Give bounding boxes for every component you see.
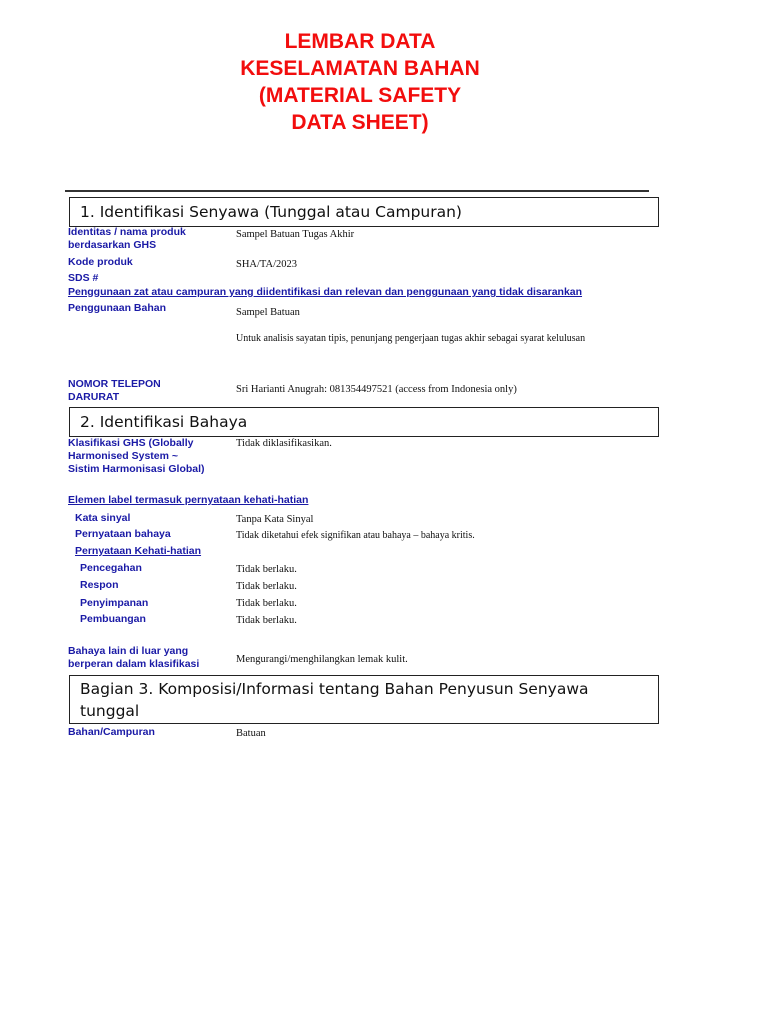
section-1-heading-text: 1. Identifikasi Senyawa (Tunggal atau Campuran) bbox=[80, 203, 462, 221]
emergency-label-line-1: NOMOR TELEPON bbox=[68, 378, 161, 390]
substance-label: Bahan/Campuran bbox=[68, 726, 155, 738]
identity-label-line-2: berdasarkan GHS bbox=[68, 239, 157, 251]
material-use-label: Penggunaan Bahan bbox=[68, 302, 167, 314]
title-line-3: (MATERIAL SAFETY bbox=[258, 84, 462, 107]
product-code-value: SHA/TA/2023 bbox=[236, 259, 297, 270]
section-3-heading bbox=[69, 675, 659, 724]
disposal-value: Tidak berlaku. bbox=[236, 615, 297, 626]
response-label: Respon bbox=[80, 579, 119, 591]
signal-word-value: Tanpa Kata Sinyal bbox=[236, 514, 314, 525]
other-hazards-label bbox=[68, 645, 199, 671]
disposal-label: Pembuangan bbox=[80, 613, 146, 625]
section-2-heading bbox=[69, 407, 659, 437]
other-hazards-value: Mengurangi/menghilangkan lemak kulit. bbox=[236, 654, 408, 665]
product-code-label: Kode produk bbox=[68, 256, 133, 268]
ghs-label-line-2: Harmonised System ~ bbox=[68, 450, 179, 462]
ghs-classification-label bbox=[68, 437, 205, 476]
emergency-phone-value: Sri Harianti Anugrah: 081354497521 (access from Indonesia only) bbox=[236, 384, 517, 395]
title-line-2: KESELAMATAN BAHAN bbox=[240, 57, 480, 80]
ghs-classification-value: Tidak diklasifikasikan. bbox=[236, 438, 332, 449]
hazard-statement-value: Tidak diketahui efek signifikan atau bahaya – bahaya kritis. bbox=[236, 530, 475, 541]
identity-value: Sampel Batuan Tugas Akhir bbox=[236, 229, 355, 240]
other-hazards-label-line-1: Bahaya lain di luar yang bbox=[68, 645, 189, 657]
precaution-link[interactable]: Pernyataan Kehati-hatian bbox=[75, 545, 202, 557]
substance-value: Batuan bbox=[236, 728, 266, 739]
title-divider bbox=[65, 190, 649, 192]
hazard-statement-label: Pernyataan bahaya bbox=[75, 528, 171, 540]
usage-link[interactable]: Penggunaan zat atau campuran yang diidentifikasi dan relevan dan penggunaan yang tidak disarankan bbox=[68, 286, 583, 298]
emergency-label-line-2: DARURAT bbox=[68, 391, 120, 403]
sds-label: SDS # bbox=[68, 272, 99, 284]
other-hazards-label-line-2: berperan dalam klasifikasi bbox=[68, 658, 200, 670]
title-line-4: DATA SHEET) bbox=[291, 111, 429, 134]
document-title bbox=[0, 28, 720, 136]
material-use-value: Sampel Batuan bbox=[236, 307, 300, 318]
signal-word-label: Kata sinyal bbox=[75, 512, 131, 524]
prevention-label: Pencegahan bbox=[80, 562, 142, 574]
ghs-label-line-3: Sistim Harmonisasi Global) bbox=[68, 463, 205, 475]
section-3-heading-line-2: tunggal bbox=[80, 702, 140, 720]
identity-label bbox=[68, 226, 186, 252]
section-2-heading-text: 2. Identifikasi Bahaya bbox=[80, 413, 248, 431]
section-1-heading bbox=[69, 197, 659, 227]
title-line-1: LEMBAR DATA bbox=[284, 30, 436, 53]
storage-value: Tidak berlaku. bbox=[236, 598, 297, 609]
identity-label-line-1: Identitas / nama produk bbox=[68, 226, 186, 238]
prevention-value: Tidak berlaku. bbox=[236, 564, 297, 575]
emergency-phone-label bbox=[68, 378, 161, 404]
material-use-detail: Untuk analisis sayatan tipis, penunjang pengerjaan tugas akhir sebagai syarat kelulusan bbox=[236, 333, 586, 344]
storage-label: Penyimpanan bbox=[80, 597, 149, 609]
response-value: Tidak berlaku. bbox=[236, 581, 297, 592]
label-elements-link[interactable]: Elemen label termasuk pernyataan kehati-hatian bbox=[68, 494, 309, 506]
ghs-label-line-1: Klasifikasi GHS (Globally bbox=[68, 437, 194, 449]
section-3-heading-line-1: Bagian 3. Komposisi/Informasi tentang Bahan Penyusun Senyawa bbox=[80, 680, 589, 698]
